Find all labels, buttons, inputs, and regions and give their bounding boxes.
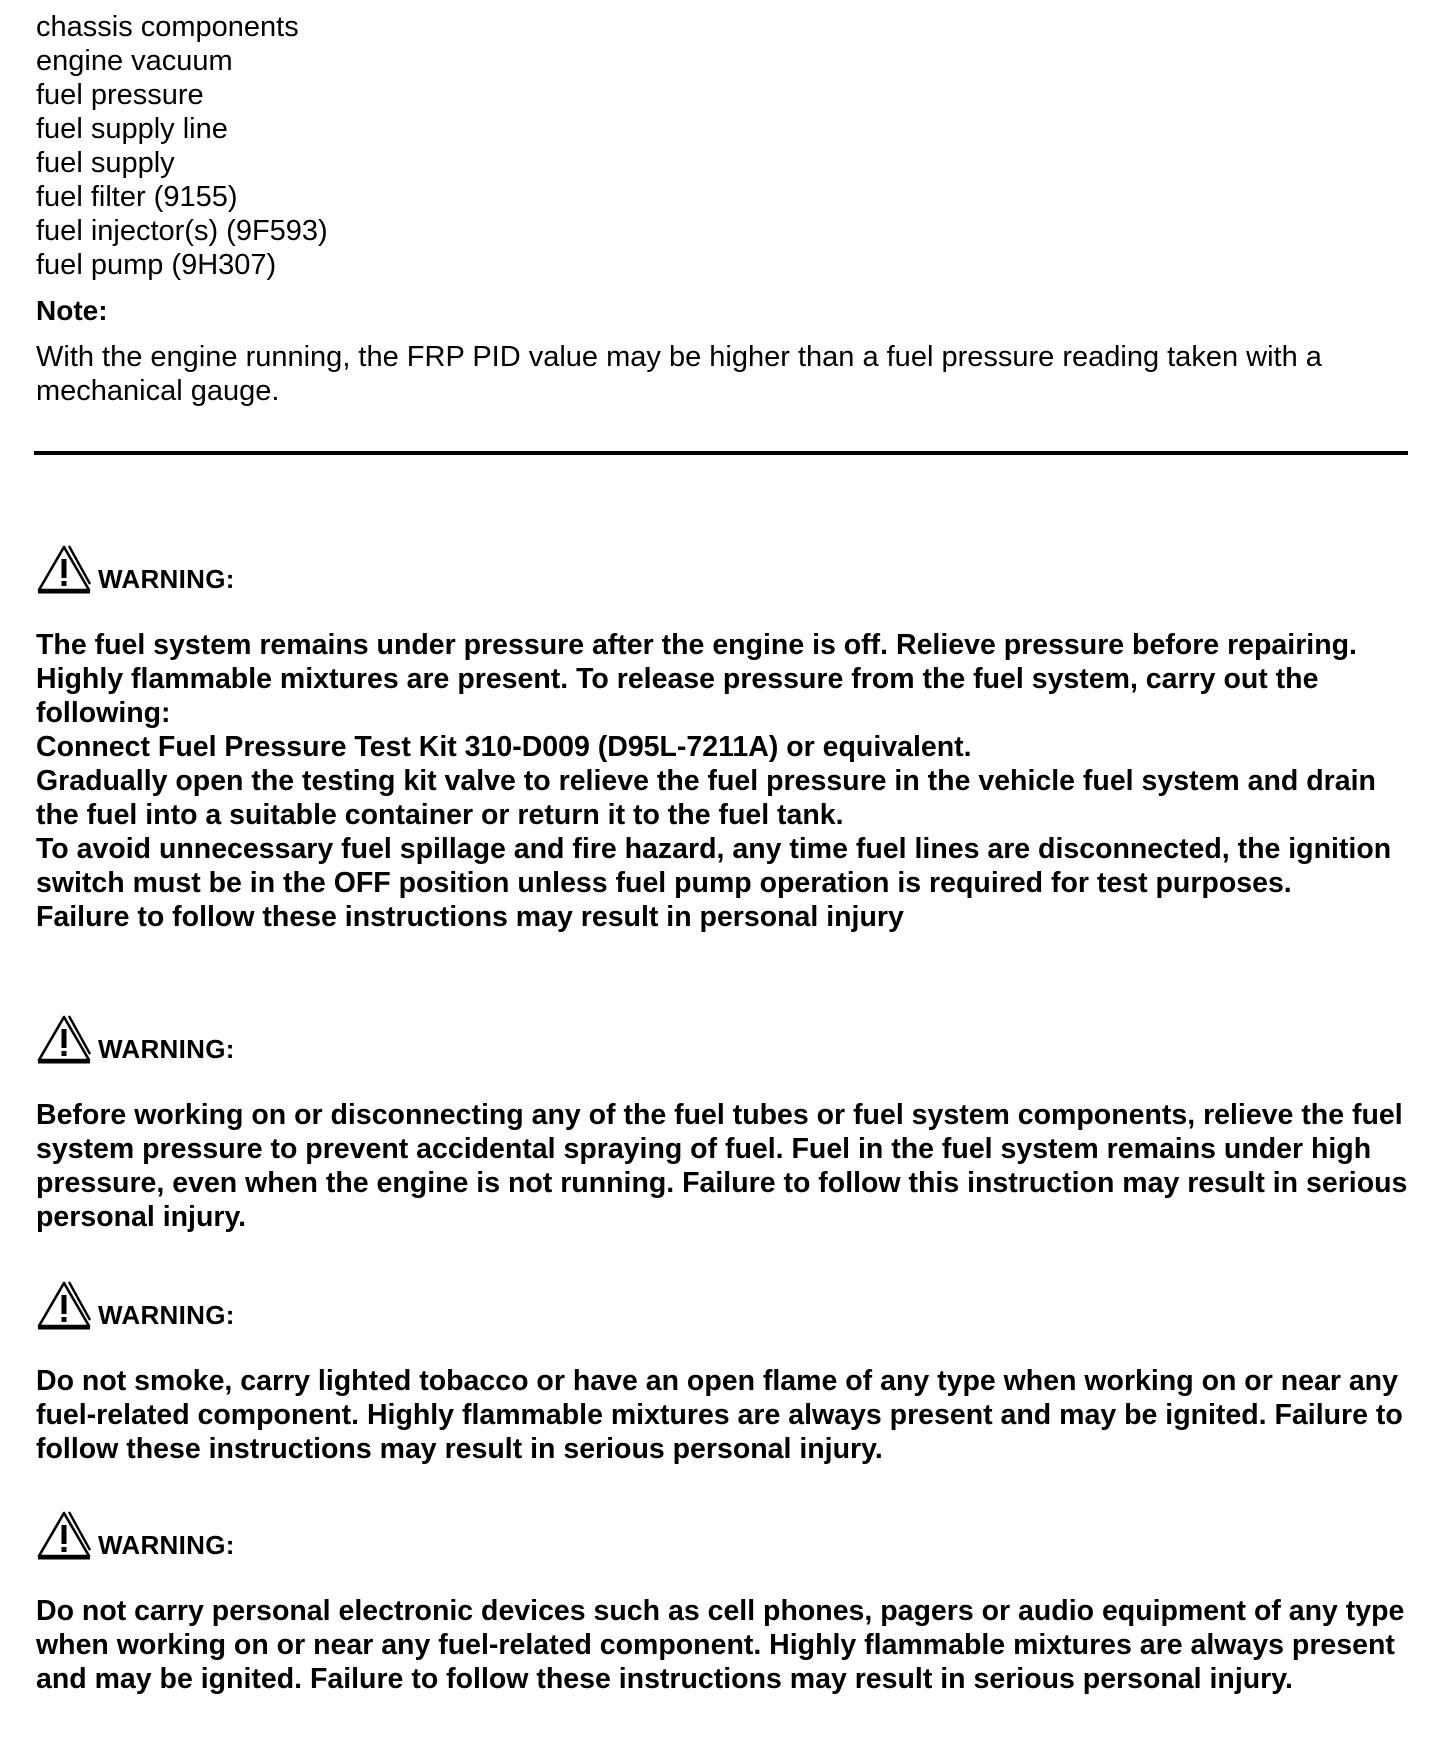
list-item: chassis components (36, 11, 299, 43)
warning-paragraph: Do not carry personal electronic devices such as cell phones, pagers or audio equipment of any type when working on or near any fuel-related component. Highly flammable mixtures are always present and may be ignited. Failure to follow these instructions may result in serious personal injury. (36, 1595, 1405, 1695)
warning-block (36, 1506, 1416, 1696)
component-list (36, 10, 328, 282)
warning-paragraph: To avoid unnecessary fuel spillage and fire hazard, any time fuel lines are disconnected, the ignition switch must be in the OFF position unless fuel pump operation is required for test purposes. (36, 833, 1392, 899)
warning-paragraph: Failure to follow these instructions may result in personal injury (36, 901, 904, 933)
list-item: engine vacuum (36, 45, 233, 77)
note-text: With the engine running, the FRP PID value may be higher than a fuel pressure reading taken with a mechanical gauge. (36, 341, 1322, 407)
warning-paragraph: Gradually open the testing kit valve to relieve the fuel pressure in the vehicle fuel system and drain the fuel into a suitable container or return it to the fuel tank. (36, 765, 1376, 831)
list-item: fuel supply line (36, 113, 228, 145)
warning-paragraph: Do not smoke, carry lighted tobacco or have an open flame of any type when working on or near any fuel-related component. Highly flammable mixtures are always present and may be ignited. Failure to follow these instructions may result in serious personal injury. (36, 1365, 1403, 1465)
warning-title: WARNING: (98, 1300, 235, 1330)
warning-header (36, 1276, 1416, 1330)
list-item: fuel pump (9H307) (36, 249, 277, 281)
warning-header (36, 540, 1416, 594)
warning-title: WARNING: (98, 1034, 235, 1064)
list-item: fuel supply (36, 147, 175, 179)
warning-paragraph: Connect Fuel Pressure Test Kit 310-D009 (D95L-7211A) or equivalent. (36, 731, 972, 763)
warning-title: WARNING: (98, 564, 235, 594)
warning-header (36, 1506, 1416, 1560)
list-item: fuel pressure (36, 79, 204, 111)
warning-title: WARNING: (98, 1530, 235, 1560)
warning-body (36, 1594, 1416, 1696)
note-label: Note: (36, 295, 108, 326)
warning-block (36, 540, 1416, 934)
warning-triangle-icon (36, 1280, 92, 1330)
warning-paragraph: Before working on or disconnecting any of the fuel tubes or fuel system components, relieve the fuel system pressure to prevent accidental spraying of fuel. Fuel in the fuel system remains under high pressure, even when the engine is not running. Failure to follow this instruction may result in serious personal injury. (36, 1099, 1408, 1233)
warning-body (36, 1098, 1416, 1234)
warning-triangle-icon (36, 1014, 92, 1064)
warning-block (36, 1276, 1416, 1466)
list-item: fuel injector(s) (9F593) (36, 215, 328, 247)
list-item: fuel filter (9155) (36, 181, 238, 213)
warning-block (36, 1010, 1416, 1234)
warning-header (36, 1010, 1416, 1064)
section-divider (34, 451, 1408, 455)
warning-triangle-icon (36, 544, 92, 594)
warning-body (36, 628, 1416, 934)
warning-triangle-icon (36, 1510, 92, 1560)
warning-body (36, 1364, 1416, 1466)
warning-paragraph: The fuel system remains under pressure after the engine is off. Relieve pressure before repairing. Highly flammable mixtures are present. To release pressure from the fuel system, carry out the following: (36, 629, 1357, 729)
